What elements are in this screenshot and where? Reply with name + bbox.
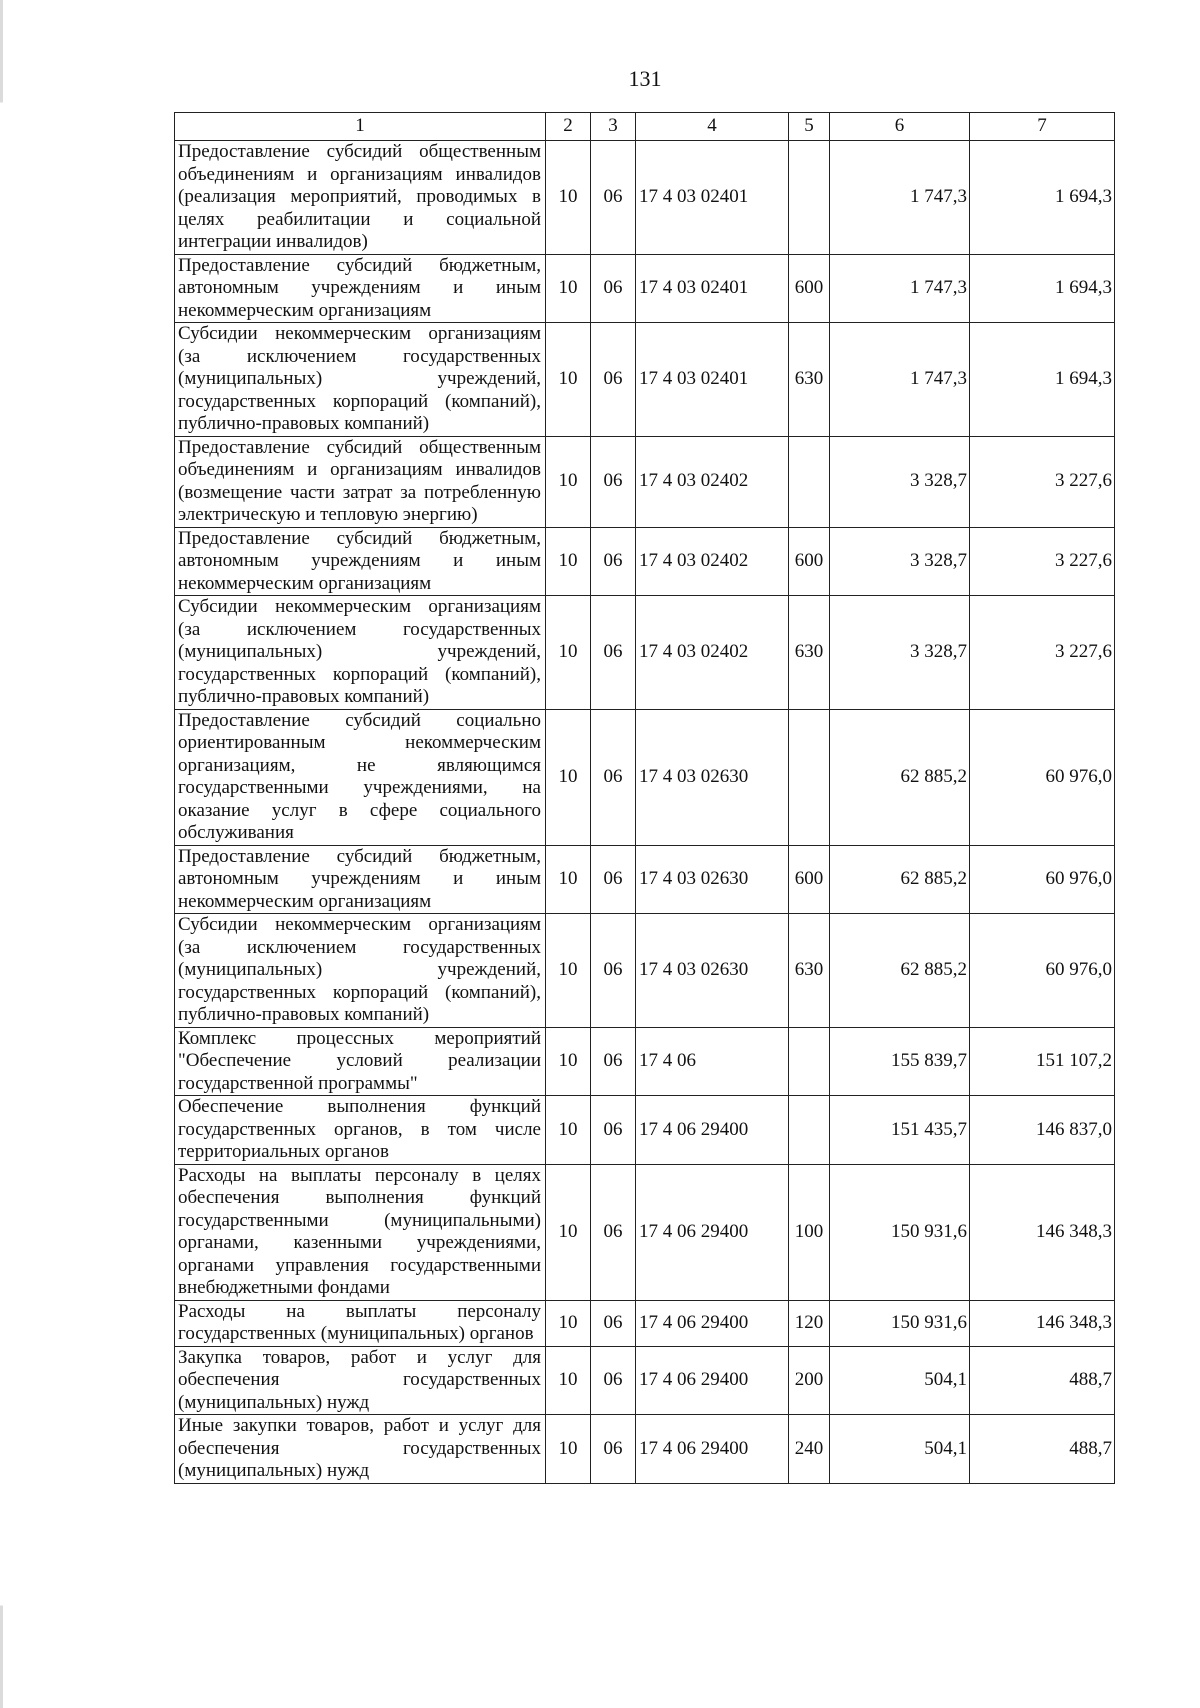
budget-table xyxy=(174,112,1115,1484)
section-cell: 10 xyxy=(546,1300,591,1346)
subsection-cell: 06 xyxy=(591,323,636,437)
section-cell: 10 xyxy=(546,1164,591,1300)
amount-year1-cell: 62 885,2 xyxy=(830,845,970,914)
section-cell: 10 xyxy=(546,1346,591,1415)
table-header-row xyxy=(175,113,1115,141)
amount-year1-cell: 150 931,6 xyxy=(830,1300,970,1346)
amount-year2-cell: 1 694,3 xyxy=(970,323,1115,437)
amount-year1-cell: 151 435,7 xyxy=(830,1096,970,1165)
subsection-cell: 06 xyxy=(591,527,636,596)
table-row xyxy=(175,436,1115,527)
table-body xyxy=(175,113,1115,1484)
section-cell: 10 xyxy=(546,596,591,710)
amount-year2-cell: 146 348,3 xyxy=(970,1300,1115,1346)
amount-year2-cell: 488,7 xyxy=(970,1415,1115,1484)
subsection-cell: 06 xyxy=(591,1346,636,1415)
subsection-cell: 06 xyxy=(591,1415,636,1484)
target-article-cell: 17 4 06 29400 xyxy=(636,1096,789,1165)
subsection-cell: 06 xyxy=(591,596,636,710)
amount-year2-cell: 1 694,3 xyxy=(970,254,1115,323)
subsection-cell: 06 xyxy=(591,1096,636,1165)
table-row xyxy=(175,1415,1115,1484)
section-cell: 10 xyxy=(546,914,591,1028)
section-cell: 10 xyxy=(546,141,591,255)
column-header: 6 xyxy=(830,113,970,141)
table-row xyxy=(175,141,1115,255)
amount-year1-cell: 1 747,3 xyxy=(830,254,970,323)
amount-year2-cell: 146 348,3 xyxy=(970,1164,1115,1300)
table-row xyxy=(175,1027,1115,1096)
expense-type-cell: 600 xyxy=(789,254,830,323)
row-name-cell: Предоставление субсидий общественным объединениям и организациям инвалидов (возмещение части затрат за потребленную электрическую и тепловую энергию) xyxy=(175,436,546,527)
expense-type-cell: 600 xyxy=(789,527,830,596)
target-article-cell: 17 4 03 02630 xyxy=(636,914,789,1028)
table-row xyxy=(175,254,1115,323)
target-article-cell: 17 4 06 29400 xyxy=(636,1346,789,1415)
subsection-cell: 06 xyxy=(591,254,636,323)
section-cell: 10 xyxy=(546,527,591,596)
target-article-cell: 17 4 03 02401 xyxy=(636,323,789,437)
row-name-cell: Предоставление субсидий социально ориентированным некоммерческим организациям, не являющимся государственными учреждениями, на оказание услуг в сфере социального обслуживания xyxy=(175,709,546,845)
subsection-cell: 06 xyxy=(591,436,636,527)
section-cell: 10 xyxy=(546,1027,591,1096)
row-name-cell: Предоставление субсидий бюджетным, автономным учреждениям и иным некоммерческим организациям xyxy=(175,845,546,914)
row-name-cell: Предоставление субсидий бюджетным, автономным учреждениям и иным некоммерческим организациям xyxy=(175,254,546,323)
target-article-cell: 17 4 03 02401 xyxy=(636,141,789,255)
amount-year2-cell: 151 107,2 xyxy=(970,1027,1115,1096)
subsection-cell: 06 xyxy=(591,845,636,914)
amount-year1-cell: 1 747,3 xyxy=(830,141,970,255)
row-name-cell: Закупка товаров, работ и услуг для обеспечения государственных (муниципальных) нужд xyxy=(175,1346,546,1415)
subsection-cell: 06 xyxy=(591,1300,636,1346)
expense-type-cell: 200 xyxy=(789,1346,830,1415)
page-number: 131 xyxy=(628,66,662,91)
row-name-cell: Иные закупки товаров, работ и услуг для обеспечения государственных (муниципальных) нужд xyxy=(175,1415,546,1484)
row-name-cell: Субсидии некоммерческим организациям (за исключением государственных (муниципальных) учреждений, государственных корпораций (компаний), публично-правовых компаний) xyxy=(175,914,546,1028)
row-name-cell: Расходы на выплаты персоналу государственных (муниципальных) органов xyxy=(175,1300,546,1346)
section-cell: 10 xyxy=(546,709,591,845)
expense-type-cell: 630 xyxy=(789,596,830,710)
row-name-cell: Обеспечение выполнения функций государственных органов, в том числе территориальных органов xyxy=(175,1096,546,1165)
scan-edge xyxy=(0,0,3,1708)
table-row xyxy=(175,596,1115,710)
subsection-cell: 06 xyxy=(591,709,636,845)
section-cell: 10 xyxy=(546,323,591,437)
table-row xyxy=(175,323,1115,437)
section-cell: 10 xyxy=(546,845,591,914)
amount-year2-cell: 1 694,3 xyxy=(970,141,1115,255)
column-header: 5 xyxy=(789,113,830,141)
target-article-cell: 17 4 03 02402 xyxy=(636,596,789,710)
amount-year1-cell: 504,1 xyxy=(830,1415,970,1484)
amount-year2-cell: 60 976,0 xyxy=(970,709,1115,845)
expense-type-cell: 630 xyxy=(789,323,830,437)
row-name-cell: Расходы на выплаты персоналу в целях обеспечения выполнения функций государственными (муниципальными) органами, казенными учреждениями, органами управления государственными внебюджетными фондами xyxy=(175,1164,546,1300)
column-header: 3 xyxy=(591,113,636,141)
amount-year2-cell: 488,7 xyxy=(970,1346,1115,1415)
expense-type-cell: 120 xyxy=(789,1300,830,1346)
row-name-cell: Предоставление субсидий бюджетным, автономным учреждениям и иным некоммерческим организациям xyxy=(175,527,546,596)
row-name-cell: Субсидии некоммерческим организациям (за исключением государственных (муниципальных) учреждений, государственных корпораций (компаний), публично-правовых компаний) xyxy=(175,323,546,437)
amount-year1-cell: 1 747,3 xyxy=(830,323,970,437)
amount-year2-cell: 146 837,0 xyxy=(970,1096,1115,1165)
table-row xyxy=(175,1346,1115,1415)
row-name-cell: Предоставление субсидий общественным объединениям и организациям инвалидов (реализация мероприятий, проводимых в целях реабилитации и социальной интеграции инвалидов) xyxy=(175,141,546,255)
target-article-cell: 17 4 03 02630 xyxy=(636,845,789,914)
amount-year2-cell: 60 976,0 xyxy=(970,845,1115,914)
target-article-cell: 17 4 03 02401 xyxy=(636,254,789,323)
table-row xyxy=(175,1300,1115,1346)
amount-year1-cell: 3 328,7 xyxy=(830,436,970,527)
section-cell: 10 xyxy=(546,1415,591,1484)
expense-type-cell xyxy=(789,1027,830,1096)
table-row xyxy=(175,709,1115,845)
table-row xyxy=(175,845,1115,914)
column-header: 1 xyxy=(175,113,546,141)
amount-year2-cell: 3 227,6 xyxy=(970,527,1115,596)
subsection-cell: 06 xyxy=(591,1164,636,1300)
row-name-cell: Комплекс процессных мероприятий "Обеспечение условий реализации государственной программы" xyxy=(175,1027,546,1096)
amount-year2-cell: 3 227,6 xyxy=(970,436,1115,527)
amount-year1-cell: 155 839,7 xyxy=(830,1027,970,1096)
target-article-cell: 17 4 06 xyxy=(636,1027,789,1096)
target-article-cell: 17 4 06 29400 xyxy=(636,1415,789,1484)
section-cell: 10 xyxy=(546,1096,591,1165)
subsection-cell: 06 xyxy=(591,1027,636,1096)
expense-type-cell xyxy=(789,436,830,527)
target-article-cell: 17 4 06 29400 xyxy=(636,1300,789,1346)
column-header: 7 xyxy=(970,113,1115,141)
section-cell: 10 xyxy=(546,436,591,527)
expense-type-cell: 240 xyxy=(789,1415,830,1484)
table-row xyxy=(175,527,1115,596)
amount-year1-cell: 62 885,2 xyxy=(830,914,970,1028)
table-row xyxy=(175,1164,1115,1300)
target-article-cell: 17 4 03 02402 xyxy=(636,436,789,527)
table-row xyxy=(175,1096,1115,1165)
table-row xyxy=(175,914,1115,1028)
amount-year1-cell: 3 328,7 xyxy=(830,527,970,596)
column-header: 4 xyxy=(636,113,789,141)
section-cell: 10 xyxy=(546,254,591,323)
target-article-cell: 17 4 06 29400 xyxy=(636,1164,789,1300)
subsection-cell: 06 xyxy=(591,141,636,255)
target-article-cell: 17 4 03 02630 xyxy=(636,709,789,845)
expense-type-cell: 630 xyxy=(789,914,830,1028)
amount-year2-cell: 3 227,6 xyxy=(970,596,1115,710)
expense-type-cell xyxy=(789,141,830,255)
subsection-cell: 06 xyxy=(591,914,636,1028)
expense-type-cell xyxy=(789,1096,830,1165)
amount-year1-cell: 62 885,2 xyxy=(830,709,970,845)
target-article-cell: 17 4 03 02402 xyxy=(636,527,789,596)
expense-type-cell: 100 xyxy=(789,1164,830,1300)
row-name-cell: Субсидии некоммерческим организациям (за исключением государственных (муниципальных) учреждений, государственных корпораций (компаний), публично-правовых компаний) xyxy=(175,596,546,710)
amount-year1-cell: 150 931,6 xyxy=(830,1164,970,1300)
expense-type-cell: 600 xyxy=(789,845,830,914)
amount-year1-cell: 504,1 xyxy=(830,1346,970,1415)
amount-year2-cell: 60 976,0 xyxy=(970,914,1115,1028)
amount-year1-cell: 3 328,7 xyxy=(830,596,970,710)
column-header: 2 xyxy=(546,113,591,141)
expense-type-cell xyxy=(789,709,830,845)
